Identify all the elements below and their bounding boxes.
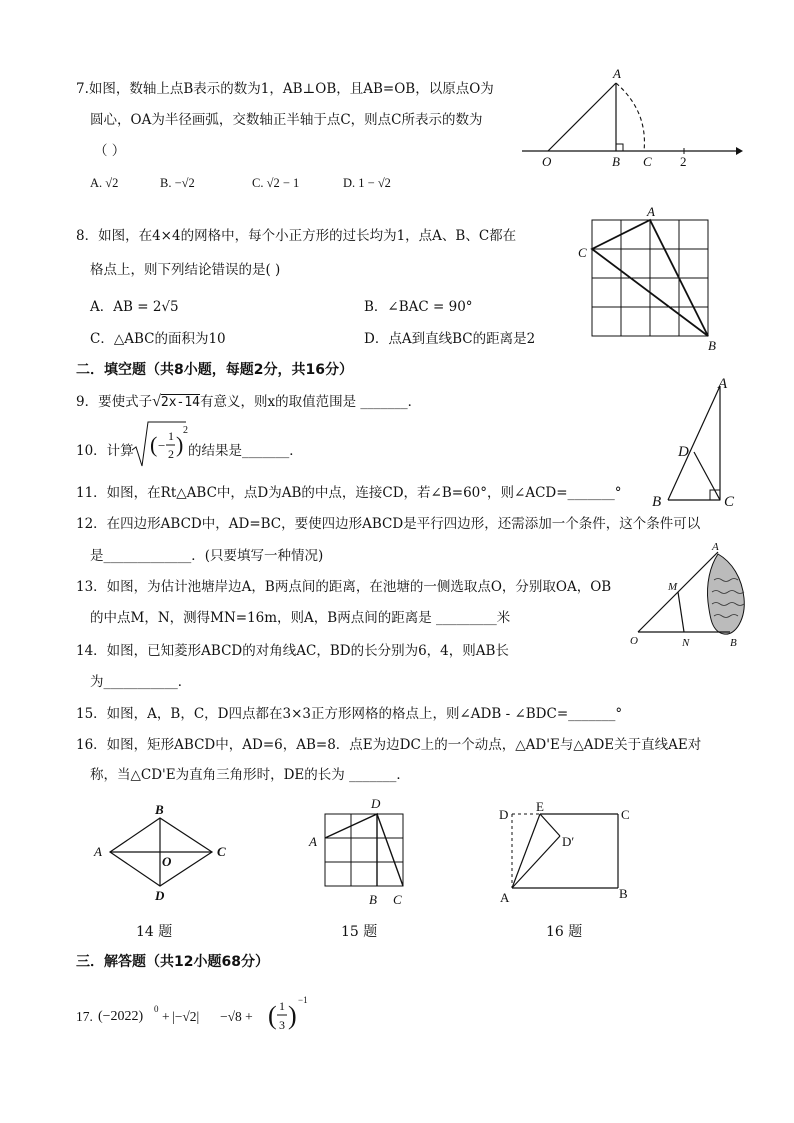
q17-fden: 3 (279, 1018, 285, 1032)
q8-figure (576, 204, 726, 353)
q13-line1: 13．如图，为估计池塘岸边A，B两点间的距离，在池塘的一侧选取点O，分别取OA，OB (76, 579, 612, 595)
q10-post: 的结果是_______． (188, 443, 303, 459)
q8-option-a: A．AB = 2√5 (90, 299, 179, 315)
q14-label-c: C (217, 844, 226, 859)
q7-label-c: C (643, 154, 652, 169)
q13-label-o: O (630, 635, 638, 647)
q9-text: 9．要使式子√2x-14有意义，则x的取值范围是 _______． (76, 393, 422, 410)
q13-label-m: M (668, 581, 678, 593)
q15-label-c: C (393, 892, 402, 907)
q7-line2: 圆心，OA为半径画弧，交数轴正半轴于点C，则点C所表示的数为 (90, 112, 483, 128)
q15-label-d: D (371, 796, 381, 811)
q15-label-b: B (369, 892, 377, 907)
q16-label-c: C (621, 807, 630, 822)
q11-label-c: C (724, 494, 735, 510)
q7-option-b: B. −√2 (160, 176, 195, 190)
q16-label-d: D (499, 807, 509, 822)
q8-label-a: A (647, 204, 655, 219)
q16-line1: 16．如图，矩形ABCD中，AD=6，AB=8．点E为边DC上的一个动点，△AD'E与△ADE关于直线AE对 (76, 737, 702, 753)
section-3-heading: 三．解答题（共12小题68分） (76, 954, 269, 970)
q9-post: 有意义，则x的取值范围是 _______． (200, 394, 422, 410)
q7-figure (518, 66, 743, 171)
svg-text:): ) (176, 432, 184, 457)
q11-text: 11．如图，在Rt△ABC中，点D为AB的中点，连接CD，若∠B=60°，则∠ACD=_______° (76, 485, 622, 501)
q8-option-c: C．△ABC的面积为10 (90, 331, 226, 347)
caption-15: 15 题 (341, 924, 378, 940)
q16-label-e: E (536, 799, 544, 814)
q7-option-c: C. √2 − 1 (252, 176, 300, 190)
q8-label-c: C (578, 245, 587, 260)
q9-pre: 9．要使式子 (76, 394, 153, 410)
q17-expm1: −1 (298, 995, 308, 1005)
q11-label-b: B (652, 494, 662, 510)
q12-line1: 12．在四边形ABCD中，AD=BC，要使四边形ABCD是平行四边形，还需添加一个条件，这个条件可以 (76, 516, 701, 532)
q10-radical (130, 420, 188, 470)
q8-option-b: B．∠BAC = 90° (364, 299, 473, 315)
caption-14: 14 题 (136, 924, 173, 940)
q15-label-a: A (309, 834, 317, 849)
q14-label-o: O (162, 854, 172, 869)
q11-label-d: D (678, 444, 689, 460)
q7-option-a: A. √2 (90, 176, 119, 190)
q7-line3: （ ） (94, 143, 126, 159)
q7-label-b: B (612, 154, 620, 169)
q8-option-d: D．点A到直线BC的距离是2 (364, 331, 536, 347)
q17-minus: −√8 + (220, 1009, 253, 1024)
q16-line2: 称，当△CD'E为直角三角形时，DE的长为 _______． (90, 767, 410, 783)
q16-figure (494, 799, 644, 906)
q7-option-d: D. 1 − √2 (343, 176, 391, 190)
svg-text:(: ( (150, 432, 158, 457)
q7-line1: 7.如图，数轴上点B表示的数为1，AB⊥OB，且AB=OB，以原点O为 (76, 81, 494, 97)
q14-figure (90, 800, 238, 904)
q15-figure (305, 794, 415, 910)
q7-label-a: A (613, 66, 621, 81)
q14-line2: 为___________． (90, 674, 192, 690)
q7-label-o: O (542, 154, 552, 169)
q13-label-b: B (730, 637, 737, 649)
q17-fnum: 1 (279, 999, 285, 1013)
q10-den: 2 (168, 447, 174, 461)
caption-16: 16 题 (546, 924, 583, 940)
q13-figure (626, 540, 756, 652)
q17-exp0: 0 (154, 1004, 159, 1014)
q13-line2: 的中点M，N，测得MN=16m，则A，B两点间的距离是 _________米 (90, 610, 511, 626)
q17-plus: + (162, 1009, 170, 1024)
q14-label-a: A (94, 844, 102, 859)
q8-line2: 格点上，则下列结论错误的是( ) (90, 262, 281, 278)
svg-text:): ) (288, 1001, 297, 1030)
q17-number: 17. (76, 1009, 93, 1024)
svg-text:−: − (158, 438, 166, 453)
q10-num: 1 (168, 429, 174, 443)
q17-fraction (266, 994, 336, 1038)
q10-pre: 10．计算 (76, 443, 134, 459)
q9-radicand: 2x-14 (160, 395, 201, 410)
q14-label-b: B (155, 802, 164, 817)
q16-label-a: A (500, 890, 510, 905)
q7-label-2: 2 (680, 154, 687, 169)
q11-label-a: A (718, 376, 728, 392)
q12-line2: 是_____________．(只要填写一种情况) (90, 548, 324, 564)
q13-label-n: N (682, 637, 690, 649)
q8-line1: 8．如图，在4×4的网格中，每个小正方形的过长均为1，点A、B、C都在 (76, 228, 517, 244)
q16-label-b: B (619, 886, 628, 901)
q16-label-dprime: D′ (562, 834, 575, 849)
section-2-heading: 二．填空题（共8小题，每题2分，共16分） (76, 362, 353, 378)
q10-exp: 2 (183, 425, 188, 436)
q17-abs: |−√2| (172, 1009, 200, 1024)
q11-figure (650, 374, 750, 510)
q14-label-d: D (155, 888, 165, 903)
q13-label-a: A (712, 541, 719, 553)
svg-text:(: ( (268, 1001, 277, 1030)
q15-text: 15．如图，A，B，C，D四点都在3×3正方形网格的格点上，则∠ADB - ∠BDC=_______° (76, 706, 623, 722)
q17-base: (−2022) (98, 1009, 144, 1024)
q14-line1: 14．如图，已知菱形ABCD的对角线AC，BD的长分别为6，4，则AB长 (76, 643, 509, 659)
q8-label-b: B (708, 338, 716, 353)
